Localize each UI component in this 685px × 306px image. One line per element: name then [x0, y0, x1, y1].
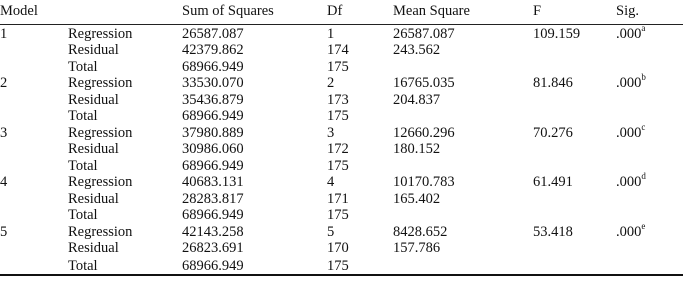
f-cell	[533, 91, 616, 108]
sig-cell	[616, 121, 683, 141]
sig-cell	[616, 72, 683, 92]
df-cell	[327, 25, 393, 42]
df-cell-value: 175	[327, 258, 349, 274]
sum-of-squares-cell-value: 33530.070	[182, 75, 244, 91]
sig-cell	[616, 190, 683, 207]
mean-square-cell	[393, 207, 533, 224]
sig-footnote-marker: d	[641, 171, 646, 182]
sum-of-squares-cell	[182, 108, 327, 125]
sig-cell	[616, 240, 683, 257]
df-cell-value: 175	[327, 207, 349, 223]
sig-cell-value: .000	[616, 124, 642, 141]
sum-of-squares-cell-value: 68966.949	[182, 108, 244, 124]
df-cell-value: 173	[327, 91, 349, 108]
sum-of-squares-cell-value: 68966.949	[182, 157, 244, 174]
df-cell	[327, 124, 393, 141]
table-row	[0, 141, 683, 158]
df-cell-value: 170	[327, 240, 349, 256]
df-cell-value: 1	[327, 25, 335, 42]
model-cell-value: 4	[0, 174, 8, 190]
sig-cell-value: .000	[616, 174, 642, 190]
model-cell	[0, 223, 68, 240]
sum-of-squares-cell	[182, 240, 327, 257]
sum-of-squares-cell	[182, 174, 327, 191]
source-cell-value: Total	[68, 258, 98, 274]
sum-of-squares-cell	[182, 42, 327, 59]
df-cell	[327, 108, 393, 125]
f-cell	[533, 75, 616, 92]
sum-of-squares-cell	[182, 223, 327, 240]
df-cell-value: 2	[327, 75, 335, 91]
model-cell-value: 2	[0, 75, 8, 91]
model-cell	[0, 157, 68, 174]
model-cell	[0, 207, 68, 224]
sum-of-squares-cell-value: 68966.949	[182, 207, 244, 223]
source-cell-value: Regression	[68, 174, 133, 190]
df-cell	[327, 157, 393, 174]
source-cell-value: Regression	[68, 124, 133, 141]
table-row	[0, 190, 683, 207]
mean-square-cell-value: 26587.087	[393, 25, 455, 42]
df-cell-value: 175	[327, 58, 349, 75]
header-row	[0, 3, 683, 25]
source-cell	[68, 124, 182, 141]
mean-square-cell	[393, 174, 533, 191]
source-cell	[68, 141, 182, 158]
df-cell-value: 5	[327, 223, 335, 240]
mean-square-cell-value: 204.837	[393, 91, 441, 108]
df-cell	[327, 174, 393, 191]
f-cell-value: 61.491	[533, 174, 573, 190]
mean-square-cell-value: 8428.652	[393, 223, 448, 240]
f-cell	[533, 108, 616, 125]
header-f: F	[533, 3, 616, 25]
model-cell	[0, 124, 68, 141]
df-cell	[327, 190, 393, 207]
source-cell	[68, 42, 182, 59]
sum-of-squares-cell	[182, 91, 327, 108]
df-cell-value: 172	[327, 141, 349, 157]
f-cell-value: 53.418	[533, 223, 573, 240]
df-cell-value: 174	[327, 42, 349, 58]
sig-cell	[616, 256, 683, 275]
source-cell-value: Regression	[68, 75, 133, 91]
table-row	[0, 91, 683, 108]
model-cell	[0, 174, 68, 191]
table-row	[0, 207, 683, 224]
source-cell-value: Total	[68, 207, 98, 223]
sig-cell	[616, 91, 683, 108]
source-cell-value: Total	[68, 108, 98, 124]
mean-square-cell	[393, 190, 533, 207]
f-cell-value: 109.159	[533, 25, 581, 42]
sig-cell	[616, 157, 683, 174]
sig-cell	[616, 207, 683, 224]
f-cell	[533, 58, 616, 75]
mean-square-cell	[393, 141, 533, 158]
model-cell	[0, 240, 68, 257]
sig-cell	[616, 141, 683, 158]
mean-square-cell-value: 243.562	[393, 42, 441, 58]
df-cell	[327, 42, 393, 59]
model-cell	[0, 108, 68, 125]
df-cell-value: 4	[327, 174, 335, 190]
sum-of-squares-cell-value: 40683.131	[182, 174, 244, 190]
sum-of-squares-cell-value: 35436.879	[182, 91, 244, 108]
source-cell	[68, 174, 182, 191]
mean-square-cell-value: 12660.296	[393, 124, 455, 141]
source-cell	[68, 157, 182, 174]
mean-square-cell-value: 10170.783	[393, 174, 455, 190]
f-cell	[533, 174, 616, 191]
source-cell	[68, 190, 182, 207]
mean-square-cell	[393, 75, 533, 92]
sig-footnote-marker: b	[641, 72, 646, 83]
f-cell-value: 81.846	[533, 75, 573, 91]
sum-of-squares-cell	[182, 58, 327, 75]
sum-of-squares-cell	[182, 157, 327, 174]
df-cell	[327, 141, 393, 158]
sig-footnote-marker: a	[641, 22, 646, 33]
df-cell	[327, 223, 393, 240]
model-cell-value: 1	[0, 25, 8, 42]
source-cell	[68, 240, 182, 257]
header-df: Df	[327, 3, 393, 25]
df-cell-value: 175	[327, 157, 349, 174]
df-cell-value: 175	[327, 108, 349, 124]
table-row	[0, 25, 683, 42]
model-cell	[0, 190, 68, 207]
sig-footnote-marker: c	[641, 121, 646, 132]
df-cell	[327, 75, 393, 92]
sig-cell	[616, 42, 683, 59]
source-cell-value: Residual	[68, 141, 119, 157]
mean-square-cell	[393, 108, 533, 125]
table-row	[0, 124, 683, 141]
source-cell	[68, 108, 182, 125]
sum-of-squares-cell-value: 30986.060	[182, 141, 244, 157]
df-cell	[327, 58, 393, 75]
model-cell	[0, 58, 68, 75]
table-row	[0, 174, 683, 191]
f-cell	[533, 157, 616, 174]
model-cell	[0, 256, 68, 275]
f-cell	[533, 42, 616, 59]
mean-square-cell	[393, 25, 533, 42]
sig-cell	[616, 108, 683, 125]
df-cell	[327, 256, 393, 275]
source-cell	[68, 75, 182, 92]
sum-of-squares-cell-value: 68966.949	[182, 258, 244, 274]
sum-of-squares-cell-value: 68966.949	[182, 58, 244, 75]
mean-square-cell	[393, 58, 533, 75]
table-row	[0, 108, 683, 125]
header-sum-of-squares: Sum of Squares	[182, 3, 327, 25]
sum-of-squares-cell	[182, 256, 327, 275]
table-row	[0, 256, 683, 275]
sum-of-squares-cell	[182, 190, 327, 207]
table-row	[0, 223, 683, 240]
f-cell	[533, 240, 616, 257]
df-cell-value: 171	[327, 190, 349, 207]
sum-of-squares-cell-value: 42143.258	[182, 223, 244, 240]
sum-of-squares-cell-value: 37980.889	[182, 124, 244, 141]
source-cell	[68, 25, 182, 42]
mean-square-cell-value: 165.402	[393, 190, 441, 207]
mean-square-cell-value: 180.152	[393, 141, 441, 157]
table-row	[0, 58, 683, 75]
anova-table	[0, 3, 683, 276]
sum-of-squares-cell-value: 42379.862	[182, 42, 244, 58]
table-row	[0, 240, 683, 257]
source-cell-value: Total	[68, 157, 98, 174]
source-cell-value: Total	[68, 58, 98, 75]
f-cell	[533, 223, 616, 240]
mean-square-cell	[393, 124, 533, 141]
header-model: Model	[0, 3, 68, 25]
df-cell	[327, 91, 393, 108]
sig-cell-value: .000	[616, 75, 642, 91]
sum-of-squares-cell-value: 26587.087	[182, 25, 244, 42]
f-cell	[533, 25, 616, 42]
table-body	[0, 22, 683, 276]
mean-square-cell	[393, 223, 533, 240]
table-row	[0, 157, 683, 174]
sig-cell	[616, 22, 683, 42]
sig-cell-value: .000	[616, 223, 642, 240]
source-cell-value: Residual	[68, 240, 119, 256]
header-mean-square: Mean Square	[393, 3, 533, 25]
sum-of-squares-cell	[182, 25, 327, 42]
sig-cell	[616, 171, 683, 191]
sig-cell-value: .000	[616, 25, 642, 42]
f-cell	[533, 124, 616, 141]
mean-square-cell	[393, 240, 533, 257]
mean-square-cell	[393, 91, 533, 108]
source-cell-value: Regression	[68, 223, 133, 240]
f-cell-value: 70.276	[533, 124, 573, 141]
sig-cell	[616, 220, 683, 240]
sum-of-squares-cell	[182, 207, 327, 224]
model-cell-value: 5	[0, 223, 8, 240]
model-cell	[0, 141, 68, 158]
source-cell-value: Residual	[68, 190, 119, 207]
sum-of-squares-cell	[182, 124, 327, 141]
model-cell	[0, 42, 68, 59]
header-sig: Sig.	[616, 3, 683, 25]
f-cell	[533, 256, 616, 275]
table-row	[0, 42, 683, 59]
mean-square-cell-value: 157.786	[393, 240, 441, 256]
table-row	[0, 75, 683, 92]
model-cell	[0, 25, 68, 42]
df-cell	[327, 207, 393, 224]
source-cell	[68, 58, 182, 75]
source-cell	[68, 256, 182, 275]
header-source	[68, 3, 182, 25]
mean-square-cell	[393, 256, 533, 275]
sum-of-squares-cell-value: 28283.817	[182, 190, 244, 207]
f-cell	[533, 207, 616, 224]
source-cell-value: Regression	[68, 25, 133, 42]
model-cell	[0, 91, 68, 108]
df-cell	[327, 240, 393, 257]
sum-of-squares-cell	[182, 141, 327, 158]
sig-cell	[616, 58, 683, 75]
model-cell-value: 3	[0, 124, 8, 141]
sig-footnote-marker: e	[641, 220, 646, 231]
source-cell	[68, 207, 182, 224]
source-cell	[68, 91, 182, 108]
f-cell	[533, 141, 616, 158]
mean-square-cell	[393, 157, 533, 174]
source-cell-value: Residual	[68, 42, 119, 58]
model-cell	[0, 75, 68, 92]
mean-square-cell-value: 16765.035	[393, 75, 455, 91]
mean-square-cell	[393, 42, 533, 59]
source-cell	[68, 223, 182, 240]
sum-of-squares-cell	[182, 75, 327, 92]
df-cell-value: 3	[327, 124, 335, 141]
sum-of-squares-cell-value: 26823.691	[182, 240, 244, 256]
source-cell-value: Residual	[68, 91, 119, 108]
f-cell	[533, 190, 616, 207]
